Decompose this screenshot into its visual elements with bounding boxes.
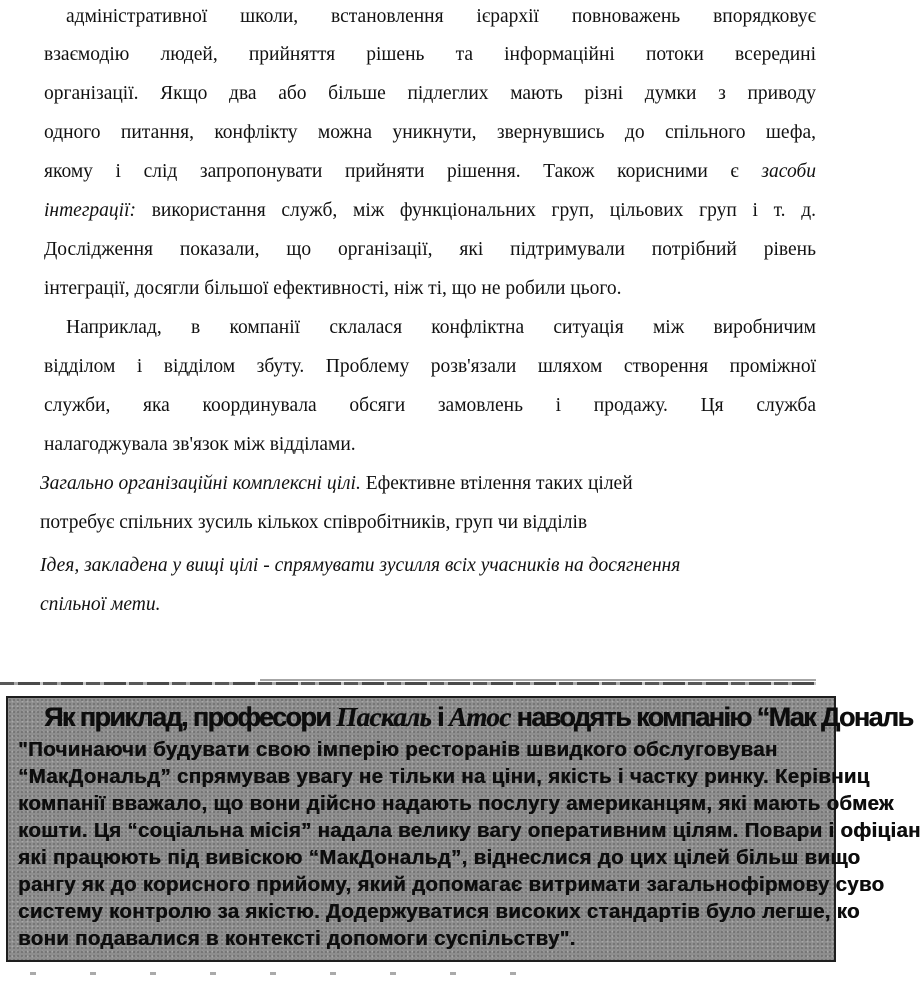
scan-line-4: кошти. Ця “соціальна місія” надала велику вагу оперативним цілям. Повари і офіціан	[18, 819, 921, 842]
scan-heading-prefix: Як приклад, професори	[44, 702, 331, 732]
p1-line-8: інтеграції, досягли більшої ефективності, ніж ті, що не робили цього.	[44, 278, 622, 299]
p1-line-5-text: якому і слід запропонувати прийняти рішення. Також корисними є	[44, 161, 739, 182]
scan-heading-suffix: наводять компанію “Мак Дональ	[516, 702, 913, 732]
p4-line-1: Ідея, закладена у вищі цілі - спрямувати зусилля всіх учасників на досягнення	[40, 555, 681, 576]
p3-line-2: потребує спільних зусиль кількох співробітників, груп чи відділів	[40, 512, 588, 533]
scan-line-1: "Починаючи будувати свою імперію ресторанів швидкого обслуговуван	[18, 738, 778, 761]
p3-line-1-italic: Загально організаційні комплексні цілі.	[40, 473, 361, 494]
p2-line-2: відділом і відділом збуту. Проблему розв'язали шляхом створення проміжної	[44, 356, 816, 377]
scan-bottom-rule	[30, 972, 530, 975]
p1-line-7: Дослідження показали, що організації, які підтримували потрібний рівень	[44, 239, 816, 260]
scan-line-8: вони подавалися в контексті допомоги суспільству".	[18, 927, 576, 950]
p1-line-5	[44, 159, 816, 185]
p1-line-6	[44, 198, 816, 224]
p4-line-2: спільної мети.	[40, 594, 161, 615]
p3-line-1-text: Ефективне втілення таких цілей	[365, 473, 633, 494]
p1-line-4: одного питання, конфлікту можна уникнути, звернувшись до спільного шефа,	[44, 122, 816, 143]
scan-line-5: які працюють під вивіскою “МакДональд”, віднеслися до цих цілей більш вищо	[18, 846, 861, 869]
scan-line-7: систему контролю за якістю. Додержуватися високих стандартів було легше, ко	[18, 900, 860, 923]
scan-line-3: компанії вважало, що вони дійсно надають послугу американцям, які мають обмеж	[18, 792, 894, 815]
scan-heading	[44, 702, 912, 733]
p1-line-6-italic: інтеграції:	[44, 200, 137, 221]
scan-top-rule-2	[260, 679, 816, 681]
scan-box	[6, 696, 921, 962]
scan-heading-name1: Паскаль	[336, 702, 432, 732]
p2-line-3: служби, яка координувала обсяги замовлень і продажу. Ця служба	[44, 395, 816, 416]
p1-line-3: організації. Якщо два або більше підлеглих мають різні думки з приводу	[44, 83, 816, 104]
scan-heading-and: і	[437, 702, 443, 732]
p1-line-2: взаємодію людей, прийняття рішень та інформаційні потоки всередині	[44, 44, 816, 65]
p2-line-1: Наприклад, в компанії склалася конфліктна ситуація між виробничим	[66, 317, 816, 338]
scan-line-2: “МакДональд” спрямував увагу не тільки на ціни, якість і частку ринку. Керівниц	[18, 765, 870, 788]
scan-top-rule	[0, 682, 816, 685]
p3-line-1	[40, 471, 812, 497]
scanned-excerpt	[0, 676, 921, 992]
scan-heading-name2: Атос	[448, 702, 511, 732]
p1-line-6-text: використання служб, між функціональних груп, цільових груп і т. д.	[151, 200, 816, 221]
p2-line-4: налагоджувала зв'язок між відділами.	[44, 434, 356, 455]
p1-line-1: адміністративної школи, встановлення ієрархії повноважень впорядковує	[66, 6, 816, 27]
p1-line-5-italic: засоби	[761, 161, 816, 182]
scan-line-6: рангу як до корисного прийому, який допомагає витримати загальнофірмову суво	[18, 873, 885, 896]
